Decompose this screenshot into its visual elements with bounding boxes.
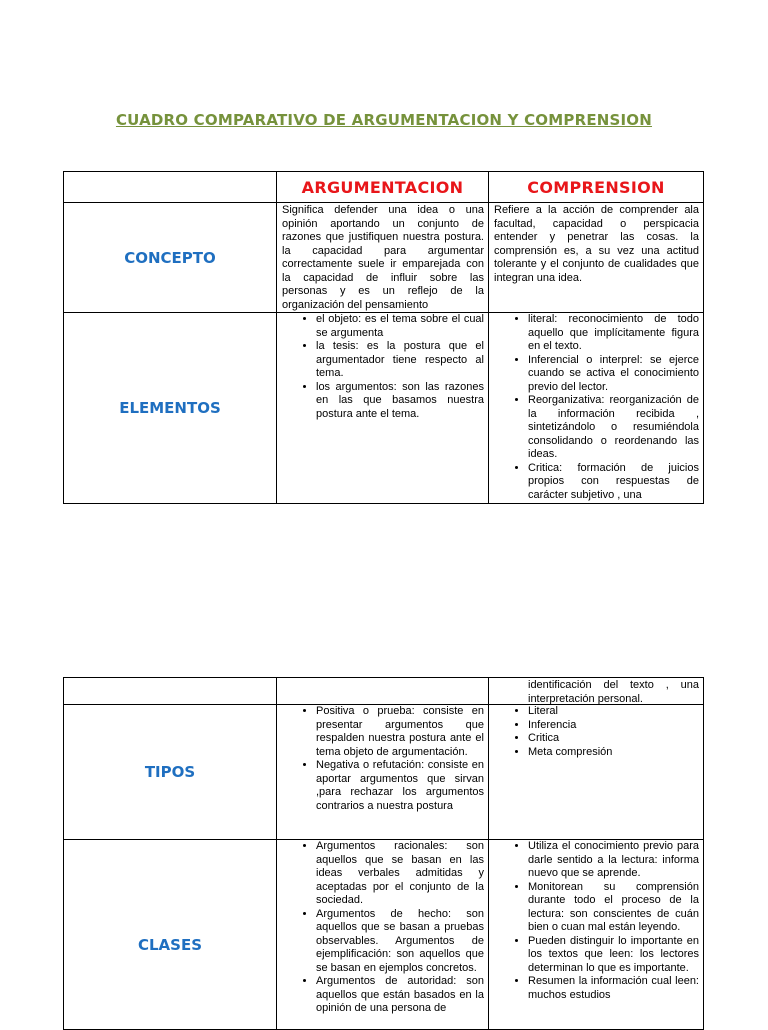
list-item: • Utiliza el conocimiento previo para darle sentido a la lectura: informa nuevo que se aprende. [528, 840, 699, 881]
list-item: • Pueden distinguir lo importante en los textos que leen: los lectores determinan lo que es importante. [528, 935, 699, 976]
tipos-comprension-cell [489, 705, 704, 840]
concepto-argumentacion-text: Significa defender una idea o una opinión aportando un conjunto de razones que justifiquen nuestra postura. la capacidad para argumentar correctamente suele ir emparejada con la capacidad de influir sobre las personas y es un reflejo de la organización del pensamiento [282, 204, 484, 311]
clases-comprension-list [489, 840, 703, 1002]
row-tipos [64, 705, 704, 840]
list-item: • Argumentos de autoridad: son aquellos que están basados en la opinión de una persona de [316, 975, 484, 1016]
document-title: CUADRO COMPARATIVO DE ARGUMENTACION Y COMPRENSION [115, 111, 653, 129]
list-item: • Reorganizativa: reorganización de la información recibida , sintetizándolo o resumiéndola consolidando o reordenando las ideas. [528, 394, 699, 462]
row-concepto [64, 203, 704, 313]
clases-argumentacion-cell [277, 840, 489, 1030]
clases-comprension-cell [489, 840, 704, 1030]
list-item: • Negativa o refutación: consiste en aportar argumentos que sirvan ,para rechazar los argumentos contrarios a nuestra postura [316, 759, 484, 813]
list-item: • el objeto: es el tema sobre el cual se argumenta [316, 313, 484, 340]
list-item: • Critica [528, 732, 699, 746]
continuation-comprension-cell [489, 678, 704, 705]
comparison-table-1 [63, 171, 704, 504]
list-item: • la tesis: es la postura que el argumentador tiene respecto al tema. [316, 340, 484, 381]
list-item: • Inferencial o interprel: se ejerce cuando se activa el conocimiento previo del lector. [528, 354, 699, 395]
row-clases [64, 840, 704, 1030]
concepto-comprension-text: Refiere a la acción de comprender ala facultad, capacidad o perspicacia entender y penetrar las cosas. la comprensión es, a su vez una actitud tolerante y el conjunto de cualidades que integran una idea. [494, 204, 699, 284]
row-label-elementos: ELEMENTOS [64, 313, 277, 504]
row-label-concepto: CONCEPTO [64, 203, 277, 313]
list-item: • Inferencia [528, 719, 699, 733]
list-item: • los argumentos: son las razones en las que basamos nuestra postura ante el tema. [316, 381, 484, 422]
list-item: • Literal [528, 705, 699, 719]
continuation-row [64, 678, 704, 705]
list-item: • Positiva o prueba: consiste en presentar argumentos que respalden nuestra postura ante el tema objeto de argumentación. [316, 705, 484, 759]
header-comprension: COMPRENSION [489, 172, 704, 203]
list-item: • Critica: formación de juicios propios con respuestas de carácter subjetivo , una [528, 462, 699, 503]
list-item: • Argumentos de hecho: son aquellos que se basan a pruebas observables. Argumentos de ejemplificación: son aquellos que se basan en ejemplos concretos. [316, 908, 484, 976]
list-item: • literal: reconocimiento de todo aquello que implícitamente figura en el texto. [528, 313, 699, 354]
clases-argumentacion-list [277, 840, 488, 1016]
concepto-comprension-cell [489, 203, 704, 313]
row-elementos [64, 313, 704, 504]
continuation-comprension-text: identificación del texto , una interpretación personal. [528, 679, 699, 704]
list-item: • Resumen la información cual leen: muchos estudios [528, 975, 699, 1002]
elementos-argumentacion-cell [277, 313, 489, 504]
continuation-empty-cell [64, 678, 277, 705]
list-item: • Monitorean su comprensión durante todo el proceso de la lectura: son conscientes de cuán bien o cuan mal están leyendo. [528, 881, 699, 935]
row-label-clases: CLASES [64, 840, 277, 1030]
row-label-tipos: TIPOS [64, 705, 277, 840]
concepto-argumentacion-cell [277, 203, 489, 313]
comparison-table-2 [63, 677, 704, 1030]
tipos-argumentacion-cell [277, 705, 489, 840]
list-item: • Meta compresión [528, 746, 699, 760]
list-item: • Argumentos racionales: son aquellos que se basan en las ideas verbales admitidas y aceptadas por el conjunto de la sociedad. [316, 840, 484, 908]
elementos-argumentacion-list [277, 313, 488, 421]
elementos-comprension-cell [489, 313, 704, 504]
tipos-argumentacion-list [277, 705, 488, 813]
header-row [64, 172, 704, 203]
header-empty-cell [64, 172, 277, 203]
header-argumentacion: ARGUMENTACION [277, 172, 489, 203]
continuation-empty-cell-2 [277, 678, 489, 705]
elementos-comprension-list [489, 313, 703, 502]
tipos-comprension-list [489, 705, 703, 759]
